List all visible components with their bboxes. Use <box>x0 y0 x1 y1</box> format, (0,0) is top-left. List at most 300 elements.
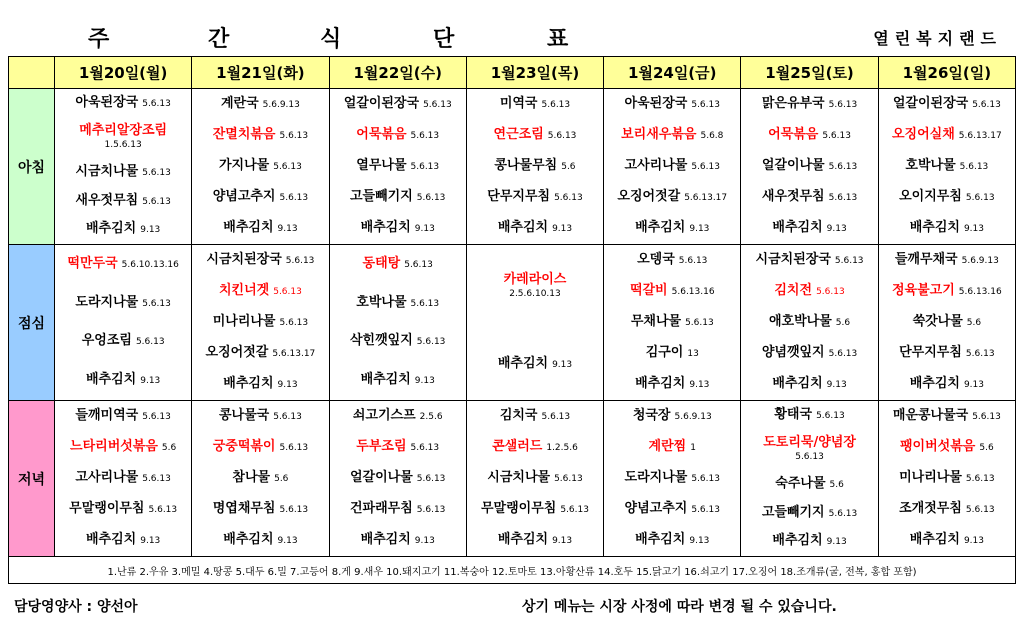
menu-item <box>604 408 740 425</box>
menu-item-name: 양념고추지 <box>212 189 276 204</box>
menu-item-name: 떡만두국 <box>67 255 118 271</box>
menu-item <box>879 127 1015 144</box>
allergen-codes: 5.6.13 <box>816 410 845 421</box>
menu-item <box>467 272 603 302</box>
menu-item <box>55 95 191 112</box>
allergen-codes: 5.6.9.13 <box>961 256 999 266</box>
menu-item <box>192 376 328 393</box>
day-header: 1월21일(화) <box>192 57 329 89</box>
allergen-codes: 5.6.13 <box>142 412 171 422</box>
menu-item <box>55 333 191 350</box>
day-header: 1월23일(목) <box>466 57 603 89</box>
menu-item-name: 배추김치 <box>772 376 823 391</box>
allergen-codes: 5.6.13 <box>279 505 309 515</box>
menu-item-list <box>467 89 603 244</box>
allergen-codes: 5.6.13 <box>560 505 589 515</box>
allergen-codes: 5.6.13 <box>416 193 446 203</box>
allergen-codes: 1.5.6.13 <box>104 140 142 151</box>
menu-item-name: 카레라이스 <box>503 272 567 287</box>
menu-item-name: 보리새우볶음 <box>621 127 697 142</box>
menu-item-name: 배추김치 <box>360 532 411 547</box>
menu-item-name: 도라지나물 <box>75 294 139 310</box>
menu-item-list <box>879 245 1015 400</box>
menu-cell <box>604 401 741 557</box>
menu-item <box>879 501 1015 518</box>
menu-item <box>192 189 328 206</box>
allergen-codes: 5.6.13 <box>554 474 583 484</box>
menu-item-name: 단무지무침 <box>487 189 551 204</box>
allergen-codes: 5.6.13 <box>273 287 302 297</box>
menu-item-name: 동태탕 <box>362 255 401 271</box>
title-char: 표 <box>547 27 569 52</box>
menu-cell <box>741 401 878 557</box>
menu-item-name: 배추김치 <box>909 532 960 547</box>
menu-item-name: 얼갈이된장국 <box>343 96 420 111</box>
meal-label-breakfast: 아침 <box>9 89 55 245</box>
allergen-codes: 5.6.13.17 <box>684 193 728 203</box>
allergen-codes: 5.6.13 <box>691 505 720 515</box>
menu-item <box>879 220 1015 237</box>
day-header: 1월20일(월) <box>55 57 192 89</box>
allergen-codes: 5.6 <box>161 443 177 453</box>
allergen-codes: 9.13 <box>552 360 573 370</box>
menu-item-name: 배추김치 <box>497 220 549 235</box>
allergen-codes: 5.6.13 <box>828 349 858 359</box>
allergen-codes: 5.6.13 <box>691 162 720 172</box>
allergen-codes: 9.13 <box>689 380 710 390</box>
menu-item-name: 시금치나물 <box>487 470 551 485</box>
menu-item-name: 배추김치 <box>909 220 960 235</box>
menu-item-name: 김치국 <box>499 408 538 423</box>
menu-item <box>467 501 603 518</box>
allergen-codes: 5.6.9.13 <box>674 412 712 422</box>
allergen-codes: 5.6.10.13.16 <box>121 259 179 270</box>
menu-item <box>55 408 191 425</box>
menu-item <box>879 408 1015 425</box>
allergen-codes: 9.13 <box>552 224 573 234</box>
menu-item-name: 미나리나물 <box>899 470 962 485</box>
menu-item <box>330 470 466 487</box>
menu-item <box>879 314 1015 331</box>
menu-item <box>192 220 328 237</box>
menu-item-name: 호박나물 <box>356 294 407 310</box>
menu-item <box>192 252 328 269</box>
menu-item-name: 오이지무침 <box>899 189 962 204</box>
allergen-codes: 9.13 <box>963 536 984 546</box>
menu-item <box>741 96 877 113</box>
menu-item-name: 배추김치 <box>772 220 823 235</box>
menu-item <box>192 314 328 331</box>
menu-item-name: 배추김치 <box>360 372 411 388</box>
menu-item-name: 황태국 <box>774 406 813 422</box>
menu-item-name: 잔멸치볶음 <box>212 127 276 142</box>
menu-item-list <box>192 401 328 556</box>
meal-label-dinner: 저녁 <box>9 401 55 557</box>
menu-item-name: 치킨너겟 <box>218 283 270 298</box>
menu-item-name: 연근조림 <box>493 127 544 142</box>
title-char: 주 <box>88 27 110 52</box>
menu-item <box>879 532 1015 549</box>
allergen-codes: 5.6 <box>274 474 289 484</box>
menu-item <box>741 189 877 206</box>
menu-item <box>741 283 877 300</box>
menu-item <box>604 376 740 393</box>
menu-item-name: 김구이 <box>645 345 684 360</box>
menu-item <box>879 470 1015 487</box>
dietitian-name: 담당영양사 : 양선아 <box>14 599 138 615</box>
allergen-codes: 9.13 <box>689 536 710 546</box>
menu-item-name: 양념고추지 <box>624 501 688 516</box>
menu-item-name: 고사리나물 <box>75 470 139 485</box>
allergen-codes: 9.13 <box>689 224 710 234</box>
menu-item <box>330 532 466 549</box>
menu-item <box>467 220 603 237</box>
menu-item <box>604 189 740 206</box>
day-header-row <box>9 57 1016 89</box>
menu-item-name: 배추김치 <box>497 532 549 547</box>
meal-row-breakfast <box>9 89 1016 245</box>
allergen-codes: 2.5.6 <box>419 412 443 422</box>
menu-item <box>330 295 466 312</box>
allergen-codes: 2.5.6.10.13 <box>509 289 561 299</box>
menu-item <box>192 470 328 487</box>
menu-item-name: 배추김치 <box>223 532 274 547</box>
menu-item-list <box>467 245 603 400</box>
menu-item <box>741 435 877 465</box>
menu-item <box>741 158 877 175</box>
menu-item-list <box>330 89 466 244</box>
menu-item-list <box>55 245 191 400</box>
menu-item-name: 팽이버섯볶음 <box>900 439 976 454</box>
allergen-codes: 5.6.13 <box>273 162 302 172</box>
menu-item <box>330 189 466 206</box>
allergen-codes: 5.6.13 <box>828 508 858 519</box>
allergy-legend: 1.난류 2.우유 3.메밀 4.땅콩 5.대두 6.밀 7.고등어 8.게 9.새우 10.돼지고기 11.복숭아 12.토마토 13.아황산류 14.호두 15.닭고기 16.쇠고기 17.오징어 18.조개류(굴, 전복, 홍합 포함) <box>9 557 1016 584</box>
allergen-codes: 9.13 <box>414 224 435 234</box>
menu-item-list <box>741 89 877 244</box>
menu-item-name: 배추김치 <box>909 376 960 391</box>
menu-item <box>604 314 740 331</box>
menu-item-name: 배추김치 <box>635 376 686 391</box>
menu-item <box>741 127 877 144</box>
menu-item <box>55 123 191 153</box>
allergen-codes: 5.6.13 <box>416 505 446 515</box>
menu-item <box>55 532 191 549</box>
menu-item <box>55 501 191 518</box>
menu-item <box>330 333 466 350</box>
allergen-codes: 5.6.13 <box>828 162 858 172</box>
menu-item <box>192 439 328 456</box>
menu-item <box>192 501 328 518</box>
allergen-codes: 5.6.13 <box>142 196 171 207</box>
menu-item-list <box>192 89 328 244</box>
allergen-codes: 9.13 <box>277 380 298 390</box>
menu-item-list <box>330 401 466 556</box>
menu-title <box>0 22 1024 52</box>
allergen-codes: 5.6.13 <box>965 193 995 203</box>
menu-item <box>467 158 603 175</box>
allergen-codes: 5.6.13 <box>965 505 995 515</box>
menu-cell <box>192 89 329 245</box>
menu-item <box>741 376 877 393</box>
menu-item-name: 김치전 <box>774 283 813 298</box>
menu-item-name: 명엽채무침 <box>212 501 276 516</box>
menu-item-name: 메추리알장조림 <box>79 123 168 139</box>
menu-item-name: 미나리나물 <box>212 314 276 329</box>
menu-item <box>55 439 191 456</box>
menu-item-name: 삭힌깻잎지 <box>349 333 413 349</box>
menu-item-name: 두부조림 <box>356 439 407 454</box>
menu-item <box>467 532 603 549</box>
menu-cell <box>466 245 603 401</box>
allergen-codes: 9.13 <box>826 224 847 234</box>
menu-item <box>604 345 740 362</box>
menu-item-name: 단무지무침 <box>899 345 962 360</box>
allergen-codes: 5.6.13 <box>279 193 309 203</box>
menu-item-name: 양념깻잎지 <box>761 345 825 360</box>
menu-item <box>741 407 877 424</box>
menu-item <box>604 532 740 549</box>
allergen-codes: 5.6.13 <box>410 443 440 453</box>
menu-item-name: 콩나물국 <box>218 408 270 423</box>
menu-item-name: 얼갈이나물 <box>761 158 825 173</box>
allergen-codes: 5.6.13 <box>554 193 583 203</box>
allergen-codes: 5.6.13 <box>678 256 708 266</box>
menu-item <box>879 158 1015 175</box>
menu-cell <box>878 401 1015 557</box>
allergen-codes: 5.6.13 <box>691 100 720 110</box>
menu-item-name: 어묵볶음 <box>356 127 407 142</box>
menu-item <box>879 252 1015 269</box>
allergen-codes: 5.6.9.13 <box>262 100 300 110</box>
menu-item <box>879 96 1015 113</box>
allergen-codes: 5.6.13.17 <box>958 131 1002 141</box>
organization-name: 열린복지랜드 <box>873 29 1002 48</box>
weekly-menu-table <box>8 56 1016 584</box>
allergen-codes: 9.13 <box>826 537 847 548</box>
menu-item <box>879 189 1015 206</box>
menu-item-name: 배추김치 <box>86 532 137 547</box>
menu-item <box>330 158 466 175</box>
menu-item-name: 어묵볶음 <box>768 127 819 142</box>
menu-item-name: 얼갈이된장국 <box>892 96 969 111</box>
menu-item <box>604 127 740 144</box>
menu-item <box>741 505 877 522</box>
menu-cell <box>329 401 466 557</box>
day-header: 1월22일(수) <box>329 57 466 89</box>
menu-item-name: 조개젓무침 <box>899 501 962 516</box>
allergen-codes: 13 <box>687 349 699 359</box>
allergen-codes: 5.6.13 <box>273 412 302 422</box>
menu-item <box>467 408 603 425</box>
allergen-codes: 5.6.13 <box>410 131 440 141</box>
menu-item <box>192 158 328 175</box>
menu-cell <box>604 245 741 401</box>
menu-item <box>330 96 466 113</box>
menu-item-name: 쑥갓나물 <box>912 314 963 329</box>
allergen-codes: 5.6.13 <box>834 256 864 266</box>
menu-item <box>192 408 328 425</box>
day-header: 1월25일(토) <box>741 57 878 89</box>
menu-item-name: 숙주나물 <box>775 476 826 492</box>
menu-item-name: 계란찜 <box>648 439 687 454</box>
allergen-codes: 5.6.13 <box>279 443 309 453</box>
menu-item-list <box>55 89 191 244</box>
menu-item-name: 시금치된장국 <box>206 252 282 267</box>
menu-item-name: 오뎅국 <box>637 252 675 267</box>
title-char: 단 <box>433 27 455 52</box>
menu-item <box>604 501 740 518</box>
title-char: 식 <box>320 27 342 52</box>
menu-item-name: 도토리묵/양념장 <box>763 435 856 451</box>
meal-row-lunch <box>9 245 1016 401</box>
allergen-codes: 9.13 <box>963 380 984 390</box>
allergen-codes: 5.6.13 <box>547 131 577 141</box>
menu-item-list <box>604 245 740 400</box>
menu-item <box>330 501 466 518</box>
menu-cell <box>741 245 878 401</box>
menu-item-name: 아욱된장국 <box>75 94 139 110</box>
menu-item-name: 고사리나물 <box>624 158 688 173</box>
menu-item-name: 배추김치 <box>360 220 411 235</box>
menu-item-name: 배추김치 <box>772 533 823 549</box>
menu-item-name: 쇠고기스프 <box>352 408 416 423</box>
menu-cell <box>466 401 603 557</box>
menu-item <box>741 476 877 493</box>
allergen-codes: 5.6.13 <box>795 452 824 463</box>
allergen-codes: 5.6.13.16 <box>671 287 715 297</box>
menu-item-name: 청국장 <box>632 408 671 423</box>
allergen-codes: 5.6.13 <box>541 412 571 422</box>
menu-item-name: 아욱된장국 <box>624 96 688 111</box>
menu-item <box>741 220 877 237</box>
menu-item-name: 무말랭이무침 <box>480 501 557 516</box>
menu-item <box>741 252 877 269</box>
menu-item <box>330 220 466 237</box>
menu-item-name: 애호박나물 <box>768 314 832 329</box>
menu-item <box>55 470 191 487</box>
title-char: 간 <box>208 27 230 52</box>
menu-item <box>467 439 603 456</box>
menu-item-name: 건파래무침 <box>349 501 413 516</box>
allergen-codes: 9.13 <box>414 536 435 546</box>
allergen-codes: 5.6.8 <box>700 131 724 141</box>
menu-item <box>192 127 328 144</box>
menu-cell <box>192 245 329 401</box>
menu-item-name: 콘샐러드 <box>492 439 543 454</box>
menu-cell <box>741 89 878 245</box>
meal-row-dinner <box>9 401 1016 557</box>
menu-item <box>330 408 466 425</box>
menu-item <box>741 345 877 362</box>
allergen-codes: 5.6.13 <box>685 318 714 328</box>
menu-item-name: 계란국 <box>220 96 259 111</box>
menu-item <box>55 256 191 273</box>
menu-item-name: 시금치된장국 <box>755 252 831 267</box>
menu-item <box>55 164 191 181</box>
allergen-codes: 9.13 <box>277 224 298 234</box>
menu-item <box>192 345 328 362</box>
menu-item <box>330 439 466 456</box>
meal-label-lunch: 점심 <box>9 245 55 401</box>
menu-item <box>330 256 466 273</box>
allergen-codes: 9.13 <box>277 536 298 546</box>
allergen-codes: 5.6 <box>966 318 982 328</box>
menu-cell <box>55 245 192 401</box>
menu-item <box>192 283 328 300</box>
allergen-codes: 5.6.13 <box>965 349 995 359</box>
allergen-codes: 5.6 <box>835 318 851 328</box>
menu-item-name: 들깨미역국 <box>75 408 139 423</box>
allergen-codes: 5.6.13 <box>959 162 989 172</box>
menu-item-name: 배추김치 <box>86 221 137 237</box>
menu-cell <box>878 89 1015 245</box>
menu-item-name: 미역국 <box>499 96 538 111</box>
allergen-codes: 5.6.13 <box>135 337 165 348</box>
menu-item-list <box>879 401 1015 556</box>
menu-item-name: 배추김치 <box>635 532 686 547</box>
allergen-codes: 5.6.13 <box>148 505 178 515</box>
menu-item-name: 배추김치 <box>497 356 549 371</box>
allergen-codes: 5.6.13 <box>822 131 851 141</box>
menu-item-name: 고들빼기지 <box>349 189 413 204</box>
menu-item <box>330 127 466 144</box>
menu-item <box>604 439 740 456</box>
menu-item-name: 가지나물 <box>218 158 270 173</box>
menu-item-list <box>604 89 740 244</box>
menu-item-name: 떡갈비 <box>629 283 668 298</box>
menu-item <box>55 295 191 312</box>
allergen-codes: 5.6.13 <box>285 256 315 266</box>
menu-item-name: 우엉조림 <box>81 333 132 349</box>
allergen-codes: 9.13 <box>140 536 161 546</box>
allergen-codes: 5.6.13 <box>972 412 1001 422</box>
menu-item-name: 배추김치 <box>635 220 686 235</box>
allergen-codes: 5.6.13 <box>972 100 1001 110</box>
menu-item-name: 무채나물 <box>630 314 682 329</box>
menu-item-name: 배추김치 <box>223 376 274 391</box>
menu-item-list <box>330 245 466 400</box>
menu-item-name: 배추김치 <box>86 372 137 388</box>
allergen-codes: 5.6.13 <box>423 100 452 110</box>
allergen-codes: 5.6.13 <box>410 162 440 172</box>
menu-cell <box>55 401 192 557</box>
menu-item <box>604 96 740 113</box>
menu-item-name: 궁중떡볶이 <box>212 439 276 454</box>
menu-item-name: 느타리버섯볶음 <box>70 439 158 454</box>
allergen-codes: 9.13 <box>963 224 984 234</box>
allergen-codes: 9.13 <box>552 536 573 546</box>
menu-item-list <box>741 401 877 556</box>
menu-item <box>604 220 740 237</box>
allergen-codes: 5.6.13 <box>410 298 440 309</box>
menu-item <box>467 189 603 206</box>
menu-item <box>192 96 328 113</box>
menu-cell <box>466 89 603 245</box>
menu-item-name: 콩나물무침 <box>494 158 558 173</box>
menu-item <box>55 372 191 389</box>
menu-item-name: 새우젓무침 <box>75 192 139 208</box>
allergen-codes: 9.13 <box>826 380 847 390</box>
allergen-codes: 1 <box>690 443 696 453</box>
menu-cell <box>604 89 741 245</box>
menu-item-name: 무말랭이무침 <box>69 501 145 516</box>
menu-item <box>604 158 740 175</box>
allergen-codes: 5.6.13 <box>279 318 309 328</box>
menu-item <box>55 193 191 210</box>
allergen-codes: 9.13 <box>140 225 161 236</box>
menu-item <box>604 283 740 300</box>
